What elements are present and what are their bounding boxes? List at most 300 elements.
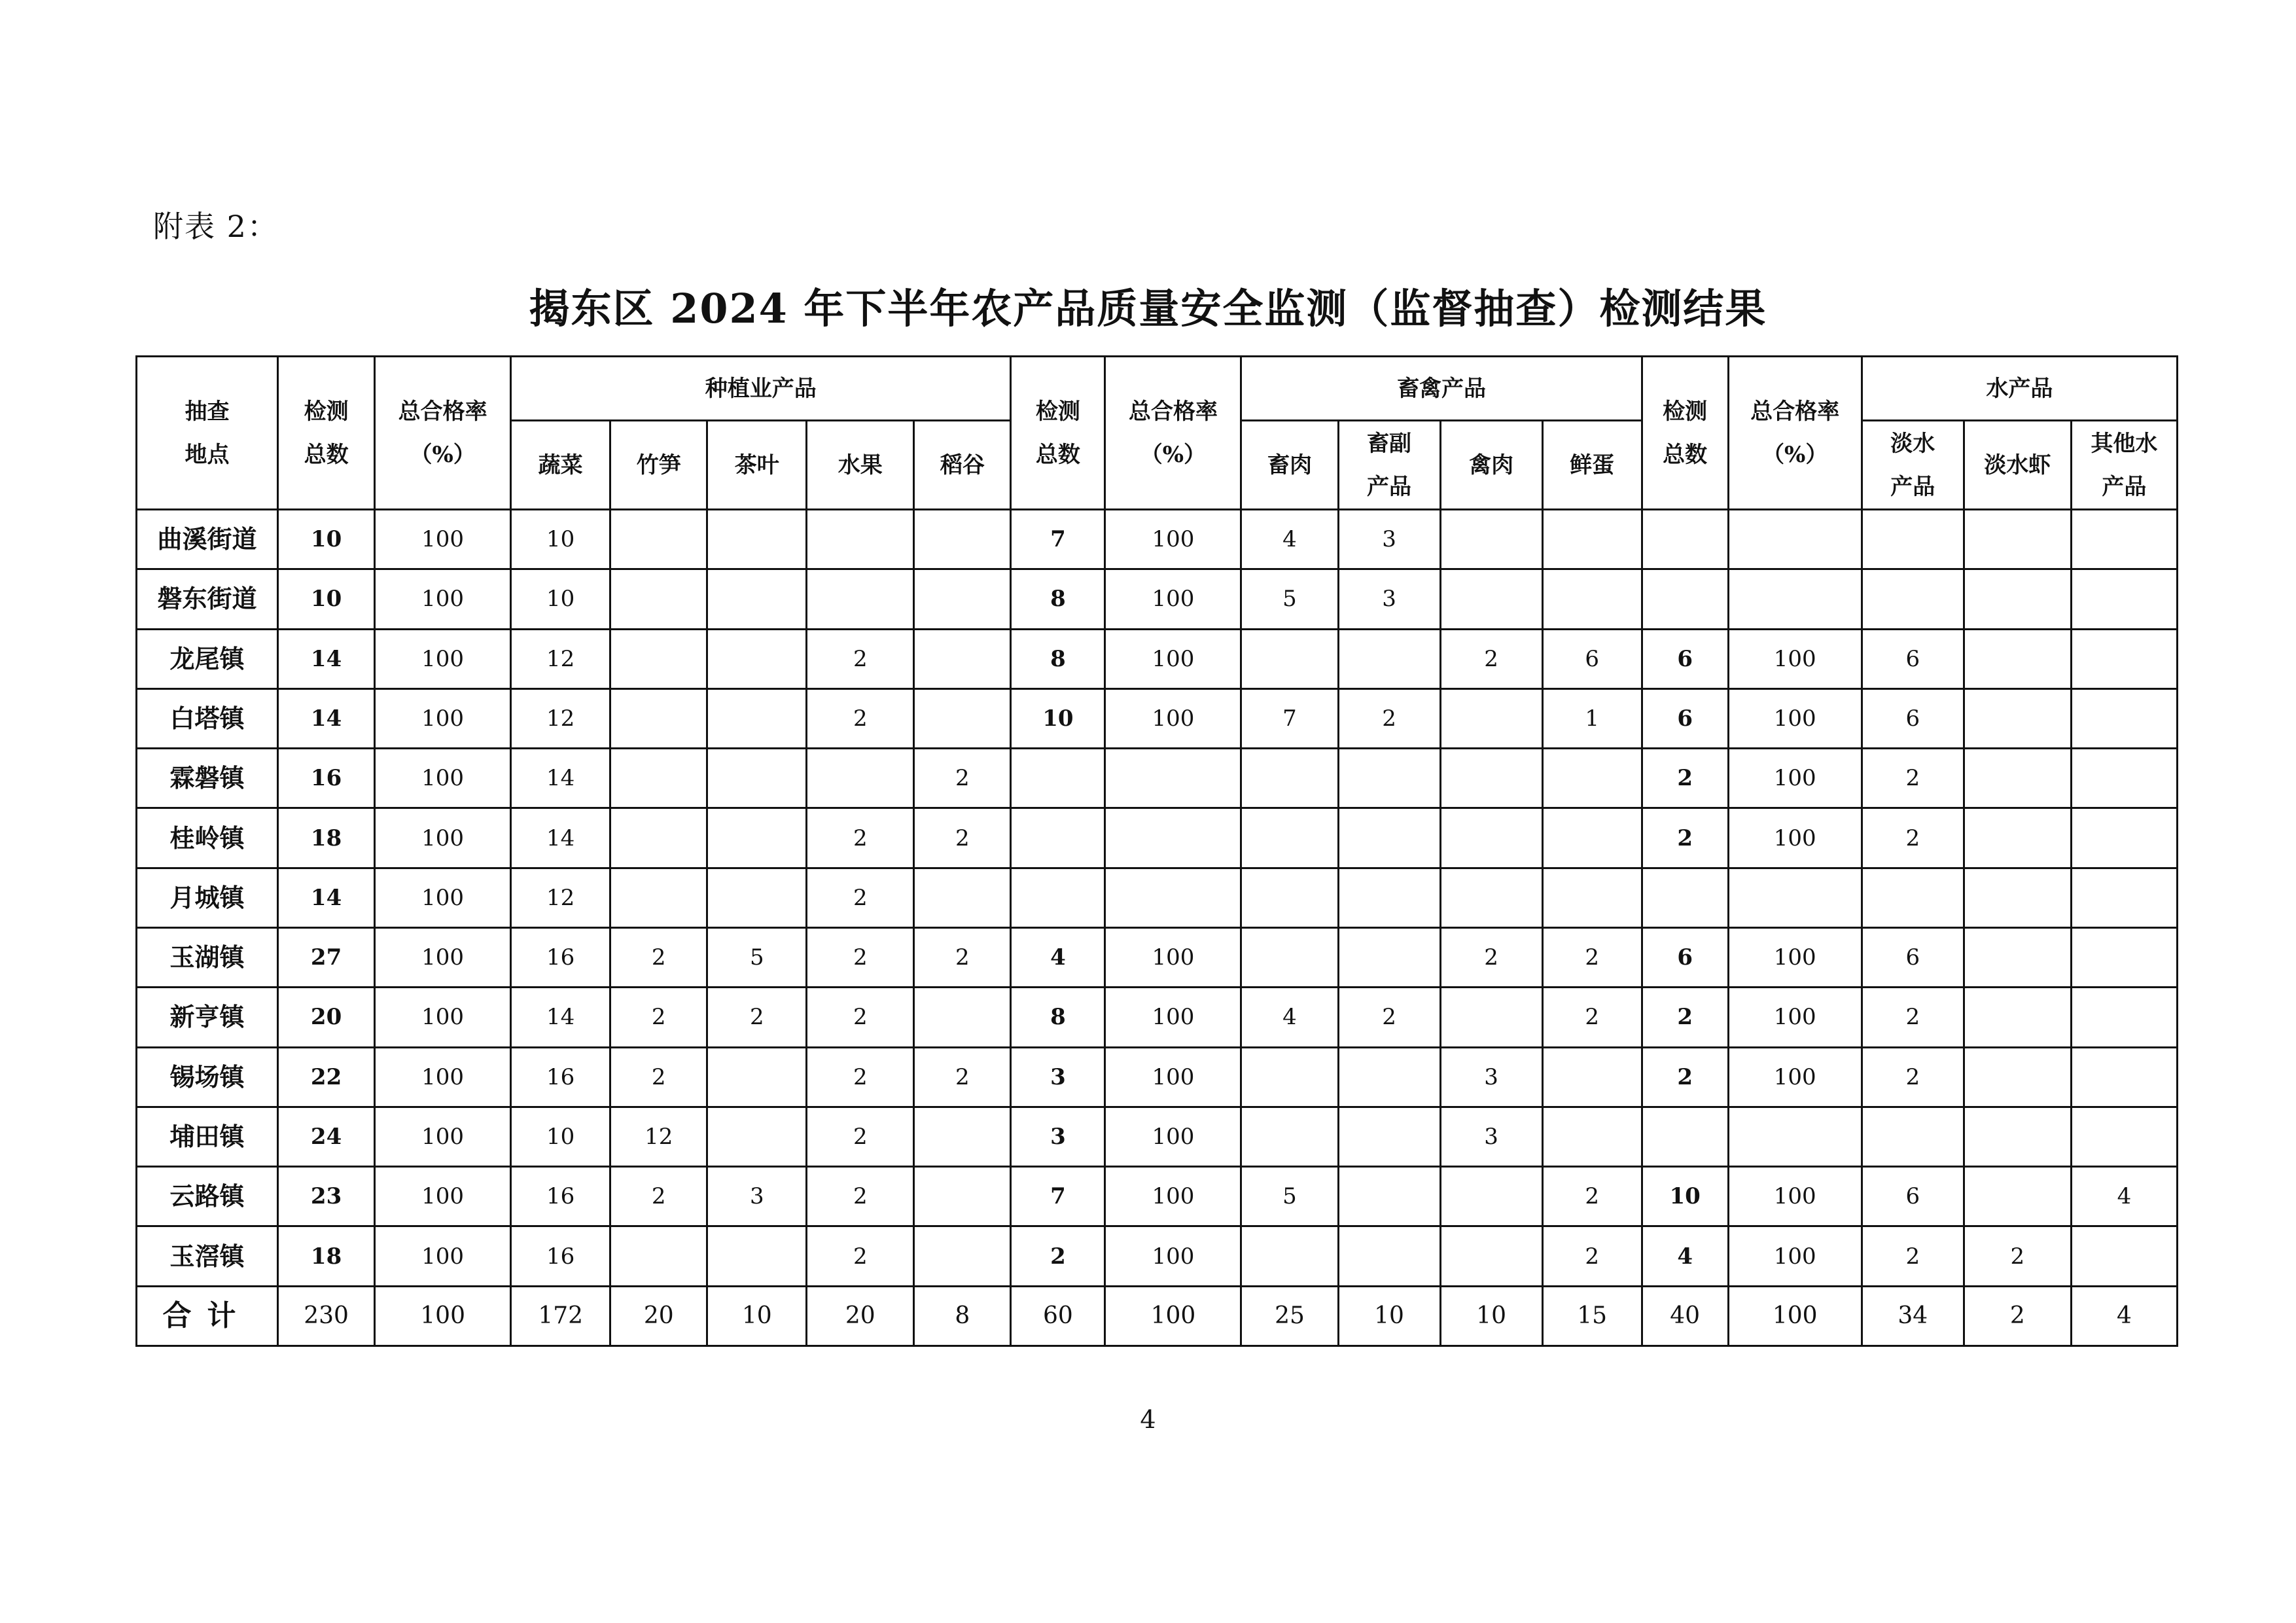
cell-bamboo-shoots bbox=[610, 1226, 707, 1286]
cell-eggs bbox=[1542, 808, 1642, 868]
cell-poultry bbox=[1440, 749, 1542, 808]
cell-livestock-total: 8 bbox=[1011, 569, 1105, 629]
header-row-groups bbox=[137, 357, 2178, 421]
cell-tea bbox=[707, 868, 807, 927]
cell-eggs: 2 bbox=[1542, 927, 1642, 987]
cell-aquatic-total: 6 bbox=[1642, 629, 1728, 688]
cell-livestock-total: 3 bbox=[1011, 1047, 1105, 1107]
cell-poultry bbox=[1440, 808, 1542, 868]
cell-aquatic-rate: 100 bbox=[1728, 1286, 1862, 1346]
cell-freshwater-products: 2 bbox=[1862, 749, 1964, 808]
table-row bbox=[137, 1226, 2178, 1286]
cell-poultry: 2 bbox=[1440, 927, 1542, 987]
header-meat: 畜肉 bbox=[1241, 421, 1338, 510]
cell-freshwater-shrimp bbox=[1964, 868, 2071, 927]
cell-bamboo-shoots bbox=[610, 569, 707, 629]
cell-aquatic-rate bbox=[1728, 1107, 1862, 1166]
cell-rice bbox=[914, 510, 1011, 569]
cell-freshwater-products bbox=[1862, 510, 1964, 569]
cell-freshwater-shrimp: 2 bbox=[1964, 1286, 2071, 1346]
cell-vegetables: 16 bbox=[511, 1047, 610, 1107]
cell-tea: 2 bbox=[707, 988, 807, 1047]
cell-livestock-total bbox=[1011, 868, 1105, 927]
cell-aquatic-rate: 100 bbox=[1728, 1226, 1862, 1286]
cell-livestock-rate: 100 bbox=[1105, 1226, 1241, 1286]
header-other-aquatic: 其他水 产品 bbox=[2071, 421, 2177, 510]
cell-eggs bbox=[1542, 1047, 1642, 1107]
cell-eggs: 15 bbox=[1542, 1286, 1642, 1346]
cell-meat-byproducts: 2 bbox=[1338, 688, 1440, 748]
cell-location: 白塔镇 bbox=[137, 688, 278, 748]
cell-plant-total: 27 bbox=[278, 927, 375, 987]
cell-tea: 10 bbox=[707, 1286, 807, 1346]
cell-poultry bbox=[1440, 510, 1542, 569]
cell-poultry bbox=[1440, 988, 1542, 1047]
cell-freshwater-products: 2 bbox=[1862, 988, 1964, 1047]
table-row bbox=[137, 629, 2178, 688]
cell-meat: 5 bbox=[1241, 1167, 1338, 1226]
cell-aquatic-rate: 100 bbox=[1728, 1047, 1862, 1107]
cell-rice bbox=[914, 1226, 1011, 1286]
cell-other-aquatic bbox=[2071, 868, 2177, 927]
cell-vegetables: 14 bbox=[511, 988, 610, 1047]
cell-fruit: 20 bbox=[807, 1286, 914, 1346]
cell-fruit bbox=[807, 749, 914, 808]
header-plant-rate: 总合格率 （%） bbox=[375, 357, 511, 510]
cell-vegetables: 16 bbox=[511, 927, 610, 987]
cell-meat-byproducts bbox=[1338, 1047, 1440, 1107]
cell-eggs: 1 bbox=[1542, 688, 1642, 748]
cell-vegetables: 16 bbox=[511, 1167, 610, 1226]
header-tea: 茶叶 bbox=[707, 421, 807, 510]
cell-location: 云路镇 bbox=[137, 1167, 278, 1226]
cell-plant-rate: 100 bbox=[375, 688, 511, 748]
cell-plant-rate: 100 bbox=[375, 868, 511, 927]
cell-plant-total: 14 bbox=[278, 629, 375, 688]
cell-plant-total: 22 bbox=[278, 1047, 375, 1107]
cell-eggs: 2 bbox=[1542, 988, 1642, 1047]
cell-plant-rate: 100 bbox=[375, 1107, 511, 1166]
cell-meat: 5 bbox=[1241, 569, 1338, 629]
cell-freshwater-shrimp bbox=[1964, 749, 2071, 808]
cell-meat: 25 bbox=[1241, 1286, 1338, 1346]
cell-aquatic-total: 10 bbox=[1642, 1167, 1728, 1226]
cell-poultry: 2 bbox=[1440, 629, 1542, 688]
cell-freshwater-products: 2 bbox=[1862, 1047, 1964, 1107]
header-rice: 稻谷 bbox=[914, 421, 1011, 510]
cell-plant-rate: 100 bbox=[375, 1286, 511, 1346]
cell-poultry: 3 bbox=[1440, 1047, 1542, 1107]
cell-plant-total: 230 bbox=[278, 1286, 375, 1346]
header-livestock-group: 畜禽产品 bbox=[1241, 357, 1642, 421]
cell-bamboo-shoots: 2 bbox=[610, 1167, 707, 1226]
cell-aquatic-rate: 100 bbox=[1728, 749, 1862, 808]
cell-freshwater-products: 34 bbox=[1862, 1286, 1964, 1346]
cell-fruit: 2 bbox=[807, 688, 914, 748]
cell-meat-byproducts: 10 bbox=[1338, 1286, 1440, 1346]
cell-eggs: 6 bbox=[1542, 629, 1642, 688]
cell-tea bbox=[707, 1047, 807, 1107]
cell-livestock-total: 60 bbox=[1011, 1286, 1105, 1346]
cell-location: 锡场镇 bbox=[137, 1047, 278, 1107]
cell-bamboo-shoots: 2 bbox=[610, 1047, 707, 1107]
cell-tea bbox=[707, 569, 807, 629]
cell-meat-byproducts: 2 bbox=[1338, 988, 1440, 1047]
cell-eggs bbox=[1542, 1107, 1642, 1166]
cell-other-aquatic: 4 bbox=[2071, 1286, 2177, 1346]
cell-rice: 2 bbox=[914, 1047, 1011, 1107]
cell-freshwater-products: 6 bbox=[1862, 688, 1964, 748]
cell-eggs bbox=[1542, 510, 1642, 569]
cell-plant-rate: 100 bbox=[375, 808, 511, 868]
cell-freshwater-shrimp: 2 bbox=[1964, 1226, 2071, 1286]
cell-aquatic-total: 2 bbox=[1642, 808, 1728, 868]
cell-livestock-rate: 100 bbox=[1105, 1286, 1241, 1346]
total-row bbox=[137, 1286, 2178, 1346]
table-row bbox=[137, 749, 2178, 808]
cell-freshwater-products bbox=[1862, 1107, 1964, 1166]
cell-bamboo-shoots bbox=[610, 749, 707, 808]
cell-fruit: 2 bbox=[807, 1167, 914, 1226]
table-row bbox=[137, 510, 2178, 569]
cell-aquatic-total: 2 bbox=[1642, 749, 1728, 808]
cell-aquatic-rate: 100 bbox=[1728, 629, 1862, 688]
cell-plant-rate: 100 bbox=[375, 569, 511, 629]
cell-livestock-rate: 100 bbox=[1105, 510, 1241, 569]
cell-freshwater-products: 2 bbox=[1862, 808, 1964, 868]
cell-plant-total: 10 bbox=[278, 510, 375, 569]
table-body bbox=[137, 510, 2178, 1346]
table-row bbox=[137, 1047, 2178, 1107]
cell-meat: 4 bbox=[1241, 988, 1338, 1047]
cell-eggs: 2 bbox=[1542, 1226, 1642, 1286]
cell-poultry bbox=[1440, 569, 1542, 629]
cell-bamboo-shoots: 12 bbox=[610, 1107, 707, 1166]
cell-fruit: 2 bbox=[807, 988, 914, 1047]
cell-fruit: 2 bbox=[807, 1107, 914, 1166]
cell-freshwater-products bbox=[1862, 868, 1964, 927]
cell-bamboo-shoots bbox=[610, 808, 707, 868]
cell-plant-total: 18 bbox=[278, 808, 375, 868]
cell-aquatic-rate: 100 bbox=[1728, 1167, 1862, 1226]
cell-freshwater-products bbox=[1862, 569, 1964, 629]
cell-other-aquatic bbox=[2071, 1107, 2177, 1166]
cell-aquatic-total bbox=[1642, 868, 1728, 927]
cell-tea: 3 bbox=[707, 1167, 807, 1226]
cell-meat-byproducts bbox=[1338, 1167, 1440, 1226]
cell-eggs bbox=[1542, 569, 1642, 629]
cell-livestock-total: 4 bbox=[1011, 927, 1105, 987]
header-plant-group: 种植业产品 bbox=[511, 357, 1011, 421]
table-row bbox=[137, 1107, 2178, 1166]
cell-bamboo-shoots: 2 bbox=[610, 927, 707, 987]
cell-aquatic-total: 6 bbox=[1642, 688, 1728, 748]
cell-fruit: 2 bbox=[807, 927, 914, 987]
header-plant-total: 检测 总数 bbox=[278, 357, 375, 510]
table-row bbox=[137, 868, 2178, 927]
cell-aquatic-rate: 100 bbox=[1728, 688, 1862, 748]
cell-plant-rate: 100 bbox=[375, 927, 511, 987]
table-row bbox=[137, 988, 2178, 1047]
cell-meat bbox=[1241, 868, 1338, 927]
cell-meat: 7 bbox=[1241, 688, 1338, 748]
cell-livestock-rate: 100 bbox=[1105, 988, 1241, 1047]
cell-freshwater-shrimp bbox=[1964, 569, 2071, 629]
cell-other-aquatic bbox=[2071, 1226, 2177, 1286]
cell-livestock-rate: 100 bbox=[1105, 1047, 1241, 1107]
cell-tea bbox=[707, 629, 807, 688]
cell-rice bbox=[914, 1167, 1011, 1226]
cell-poultry bbox=[1440, 868, 1542, 927]
cell-aquatic-total bbox=[1642, 1107, 1728, 1166]
cell-tea bbox=[707, 749, 807, 808]
cell-meat bbox=[1241, 1047, 1338, 1107]
cell-meat bbox=[1241, 927, 1338, 987]
cell-rice: 2 bbox=[914, 808, 1011, 868]
cell-meat-byproducts: 3 bbox=[1338, 569, 1440, 629]
cell-livestock-rate: 100 bbox=[1105, 629, 1241, 688]
cell-rice: 2 bbox=[914, 749, 1011, 808]
header-freshwater-products: 淡水 产品 bbox=[1862, 421, 1964, 510]
cell-livestock-total: 10 bbox=[1011, 688, 1105, 748]
cell-eggs bbox=[1542, 868, 1642, 927]
cell-location: 埔田镇 bbox=[137, 1107, 278, 1166]
cell-vegetables: 12 bbox=[511, 688, 610, 748]
cell-fruit bbox=[807, 569, 914, 629]
header-aquatic-total: 检测 总数 bbox=[1642, 357, 1728, 510]
cell-aquatic-rate: 100 bbox=[1728, 808, 1862, 868]
cell-rice: 2 bbox=[914, 927, 1011, 987]
cell-meat bbox=[1241, 1226, 1338, 1286]
cell-livestock-total: 8 bbox=[1011, 988, 1105, 1047]
header-freshwater-shrimp: 淡水虾 bbox=[1964, 421, 2071, 510]
cell-livestock-rate: 100 bbox=[1105, 1107, 1241, 1166]
cell-livestock-total: 7 bbox=[1011, 510, 1105, 569]
header-vegetables: 蔬菜 bbox=[511, 421, 610, 510]
cell-location: 合计 bbox=[137, 1286, 278, 1346]
cell-location: 霖磐镇 bbox=[137, 749, 278, 808]
cell-aquatic-rate bbox=[1728, 868, 1862, 927]
cell-other-aquatic bbox=[2071, 569, 2177, 629]
cell-plant-rate: 100 bbox=[375, 629, 511, 688]
cell-freshwater-shrimp bbox=[1964, 1167, 2071, 1226]
cell-other-aquatic bbox=[2071, 927, 2177, 987]
cell-rice bbox=[914, 629, 1011, 688]
header-livestock-total: 检测 总数 bbox=[1011, 357, 1105, 510]
cell-livestock-rate bbox=[1105, 868, 1241, 927]
header-livestock-rate: 总合格率 （%） bbox=[1105, 357, 1241, 510]
cell-location: 桂岭镇 bbox=[137, 808, 278, 868]
cell-freshwater-shrimp bbox=[1964, 1107, 2071, 1166]
cell-location: 月城镇 bbox=[137, 868, 278, 927]
cell-other-aquatic bbox=[2071, 1047, 2177, 1107]
cell-other-aquatic bbox=[2071, 988, 2177, 1047]
cell-plant-total: 14 bbox=[278, 868, 375, 927]
cell-freshwater-products: 6 bbox=[1862, 927, 1964, 987]
cell-plant-total: 23 bbox=[278, 1167, 375, 1226]
cell-bamboo-shoots: 20 bbox=[610, 1286, 707, 1346]
cell-rice bbox=[914, 569, 1011, 629]
cell-freshwater-products: 2 bbox=[1862, 1226, 1964, 1286]
cell-bamboo-shoots: 2 bbox=[610, 988, 707, 1047]
cell-rice: 8 bbox=[914, 1286, 1011, 1346]
cell-vegetables: 10 bbox=[511, 569, 610, 629]
cell-vegetables: 172 bbox=[511, 1286, 610, 1346]
cell-vegetables: 10 bbox=[511, 1107, 610, 1166]
cell-plant-rate: 100 bbox=[375, 510, 511, 569]
cell-meat-byproducts bbox=[1338, 629, 1440, 688]
cell-fruit: 2 bbox=[807, 808, 914, 868]
header-aquatic-rate: 总合格率 （%） bbox=[1728, 357, 1862, 510]
cell-plant-rate: 100 bbox=[375, 749, 511, 808]
cell-bamboo-shoots bbox=[610, 868, 707, 927]
cell-location: 龙尾镇 bbox=[137, 629, 278, 688]
cell-aquatic-rate bbox=[1728, 510, 1862, 569]
cell-freshwater-shrimp bbox=[1964, 988, 2071, 1047]
cell-tea bbox=[707, 1107, 807, 1166]
cell-freshwater-shrimp bbox=[1964, 629, 2071, 688]
cell-meat bbox=[1241, 629, 1338, 688]
cell-meat bbox=[1241, 1107, 1338, 1166]
cell-vegetables: 12 bbox=[511, 868, 610, 927]
cell-other-aquatic bbox=[2071, 629, 2177, 688]
cell-bamboo-shoots bbox=[610, 629, 707, 688]
cell-bamboo-shoots bbox=[610, 510, 707, 569]
cell-rice bbox=[914, 868, 1011, 927]
header-meat-byproducts: 畜副 产品 bbox=[1338, 421, 1440, 510]
cell-livestock-total: 2 bbox=[1011, 1226, 1105, 1286]
cell-meat-byproducts bbox=[1338, 808, 1440, 868]
cell-tea bbox=[707, 808, 807, 868]
table-row bbox=[137, 927, 2178, 987]
cell-poultry bbox=[1440, 1167, 1542, 1226]
cell-aquatic-total bbox=[1642, 510, 1728, 569]
table-row bbox=[137, 808, 2178, 868]
cell-freshwater-products: 6 bbox=[1862, 1167, 1964, 1226]
cell-livestock-rate bbox=[1105, 808, 1241, 868]
cell-plant-total: 24 bbox=[278, 1107, 375, 1166]
cell-poultry bbox=[1440, 1226, 1542, 1286]
header-aquatic-group: 水产品 bbox=[1862, 357, 2177, 421]
cell-bamboo-shoots bbox=[610, 688, 707, 748]
cell-meat-byproducts bbox=[1338, 868, 1440, 927]
cell-freshwater-shrimp bbox=[1964, 1047, 2071, 1107]
cell-plant-rate: 100 bbox=[375, 1167, 511, 1226]
cell-other-aquatic bbox=[2071, 510, 2177, 569]
cell-plant-total: 14 bbox=[278, 688, 375, 748]
cell-other-aquatic bbox=[2071, 688, 2177, 748]
cell-fruit: 2 bbox=[807, 629, 914, 688]
cell-location: 玉湖镇 bbox=[137, 927, 278, 987]
cell-fruit bbox=[807, 510, 914, 569]
cell-aquatic-total: 4 bbox=[1642, 1226, 1728, 1286]
cell-aquatic-rate: 100 bbox=[1728, 988, 1862, 1047]
cell-location: 新亨镇 bbox=[137, 988, 278, 1047]
cell-meat-byproducts bbox=[1338, 1226, 1440, 1286]
cell-plant-rate: 100 bbox=[375, 1047, 511, 1107]
cell-meat-byproducts bbox=[1338, 1107, 1440, 1166]
cell-other-aquatic bbox=[2071, 808, 2177, 868]
cell-aquatic-total: 6 bbox=[1642, 927, 1728, 987]
cell-other-aquatic bbox=[2071, 749, 2177, 808]
cell-livestock-rate: 100 bbox=[1105, 1167, 1241, 1226]
cell-freshwater-shrimp bbox=[1964, 808, 2071, 868]
cell-aquatic-rate bbox=[1728, 569, 1862, 629]
cell-aquatic-total: 40 bbox=[1642, 1286, 1728, 1346]
header-poultry: 禽肉 bbox=[1440, 421, 1542, 510]
cell-aquatic-total bbox=[1642, 569, 1728, 629]
cell-livestock-rate: 100 bbox=[1105, 927, 1241, 987]
attachment-label: 附表 2： bbox=[153, 209, 279, 244]
cell-freshwater-shrimp bbox=[1964, 510, 2071, 569]
header-location: 抽查 地点 bbox=[137, 357, 278, 510]
cell-location: 磐东街道 bbox=[137, 569, 278, 629]
cell-eggs bbox=[1542, 749, 1642, 808]
cell-plant-total: 18 bbox=[278, 1226, 375, 1286]
cell-vegetables: 12 bbox=[511, 629, 610, 688]
cell-fruit: 2 bbox=[807, 868, 914, 927]
cell-meat bbox=[1241, 808, 1338, 868]
cell-tea bbox=[707, 1226, 807, 1286]
cell-rice bbox=[914, 988, 1011, 1047]
cell-tea: 5 bbox=[707, 927, 807, 987]
cell-rice bbox=[914, 688, 1011, 748]
cell-poultry: 3 bbox=[1440, 1107, 1542, 1166]
cell-vegetables: 10 bbox=[511, 510, 610, 569]
cell-freshwater-shrimp bbox=[1964, 688, 2071, 748]
table-row bbox=[137, 569, 2178, 629]
cell-other-aquatic: 4 bbox=[2071, 1167, 2177, 1226]
cell-livestock-rate: 100 bbox=[1105, 688, 1241, 748]
cell-rice bbox=[914, 1107, 1011, 1166]
cell-meat-byproducts: 3 bbox=[1338, 510, 1440, 569]
cell-livestock-total: 3 bbox=[1011, 1107, 1105, 1166]
cell-plant-total: 16 bbox=[278, 749, 375, 808]
cell-fruit: 2 bbox=[807, 1047, 914, 1107]
cell-fruit: 2 bbox=[807, 1226, 914, 1286]
cell-tea bbox=[707, 688, 807, 748]
cell-livestock-total bbox=[1011, 808, 1105, 868]
document-title: 揭东区 2024 年下半年农产品质量安全监测（监督抽查）检测结果 bbox=[529, 285, 1767, 332]
cell-meat: 4 bbox=[1241, 510, 1338, 569]
cell-freshwater-shrimp bbox=[1964, 927, 2071, 987]
page-number: 4 bbox=[1140, 1405, 1156, 1434]
cell-location: 曲溪街道 bbox=[137, 510, 278, 569]
cell-eggs: 2 bbox=[1542, 1167, 1642, 1226]
header-bamboo-shoots: 竹笋 bbox=[610, 421, 707, 510]
cell-plant-total: 10 bbox=[278, 569, 375, 629]
cell-livestock-total: 8 bbox=[1011, 629, 1105, 688]
cell-livestock-total: 7 bbox=[1011, 1167, 1105, 1226]
cell-plant-total: 20 bbox=[278, 988, 375, 1047]
header-eggs: 鲜蛋 bbox=[1542, 421, 1642, 510]
cell-vegetables: 14 bbox=[511, 749, 610, 808]
cell-poultry bbox=[1440, 688, 1542, 748]
cell-vegetables: 14 bbox=[511, 808, 610, 868]
cell-meat bbox=[1241, 749, 1338, 808]
cell-poultry: 10 bbox=[1440, 1286, 1542, 1346]
cell-plant-rate: 100 bbox=[375, 1226, 511, 1286]
cell-livestock-rate: 100 bbox=[1105, 569, 1241, 629]
cell-livestock-total bbox=[1011, 749, 1105, 808]
header-fruit: 水果 bbox=[807, 421, 914, 510]
results-table bbox=[135, 355, 2178, 1347]
cell-livestock-rate bbox=[1105, 749, 1241, 808]
cell-tea bbox=[707, 510, 807, 569]
cell-plant-rate: 100 bbox=[375, 988, 511, 1047]
cell-meat-byproducts bbox=[1338, 927, 1440, 987]
cell-aquatic-total: 2 bbox=[1642, 988, 1728, 1047]
